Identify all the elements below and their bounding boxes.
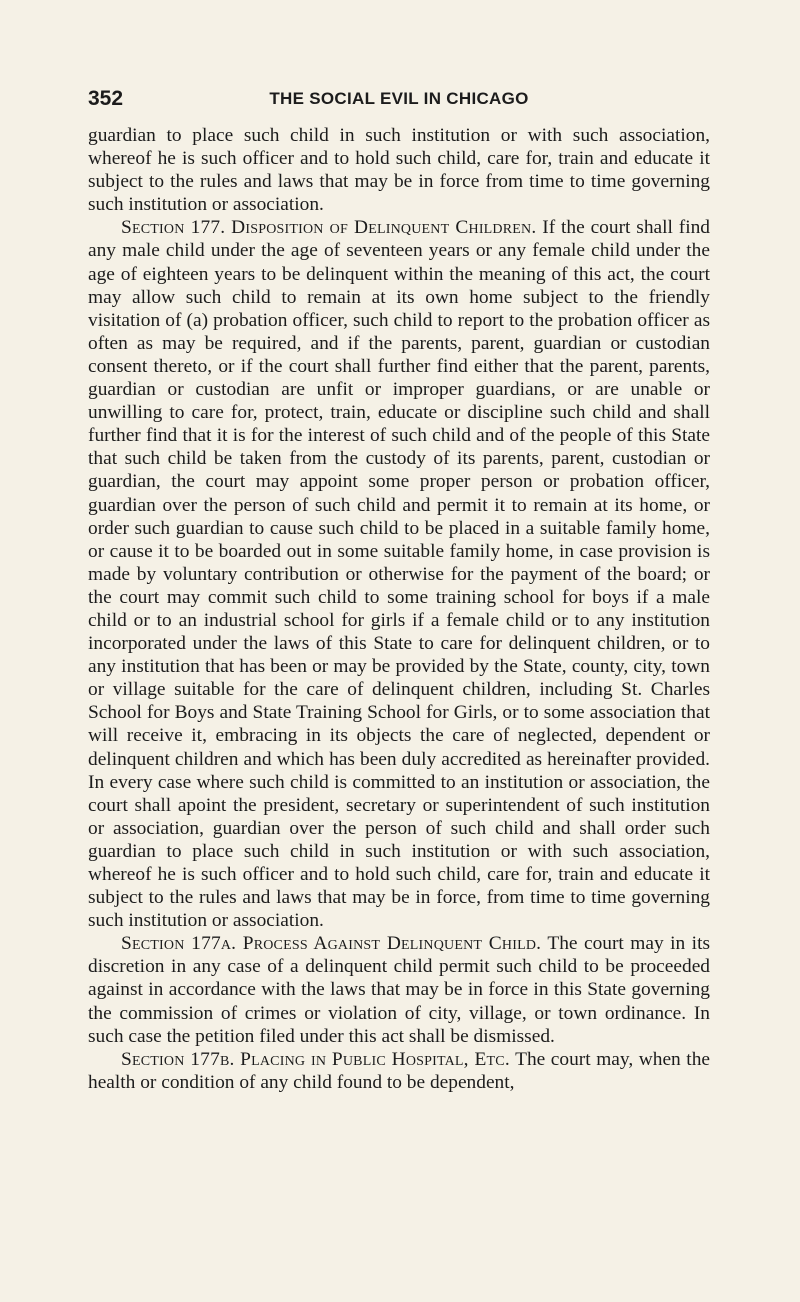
paragraph-text: The court may in its discretion in any case of a delinquent child permit such child to be proceeded against in accordance with the laws that may be in force in this State governing the commission of crimes or violation of city, village, or town ordinance. In such case the petition filed under this act shall be dismissed. [88,933,710,1047]
page-number: 352 [88,87,124,110]
section-heading: Disposition of Delinquent Children. [231,217,537,239]
section-number: Section 177a. [121,933,237,955]
page-header [88,86,710,112]
section-177 [88,216,710,932]
section-number: Section 177. [121,217,226,239]
section-heading: Placing in Public Hospital, Etc. [240,1048,510,1070]
section-heading: Process Against Delinquent Child. [242,933,542,955]
paragraph-text: If the court shall find any male child under the age of seventeen years or any female child under the age of eighteen years to be delinquent within the meaning of this act, the court may allow such child to remain at its own home subject to the friendly visitation of (a) probation officer, such child to report to the probation officer as often as may be required, and if the parents, parent, guardian or custodian consent thereto, or if the court shall further find either that the parent, parents, guardian or custodian are unfit or improper guardians, or are unable or unwilling to care for, protect, train, educate or discipline such child and shall further find that it is for the interest of such child and of the people of this State that such child be taken from the custody of its parents, parent, custodian or guardian, the court may appoint some proper person or probation officer, guardian over the person of such child and permit it to remain at its home, or order such guardian to cause such child to be placed in a suitable family home, or cause it to be boarded out in some suitable family home, in case provision is made by voluntary contribution or otherwise for the payment of the board; or the court may commit such child to some training school for boys if a male child or to an industrial school for girls if a female child or to any institution incorporated under the laws of this State to care for delinquent children, or to any institution that has been or may be provided by the State, county, city, town or village suitable for the care of delinquent children, including St. Charles School for Boys and State Training School for Girls, or to some association that will receive it, embracing in its objects the care of neglected, dependent or delinquent children and which has been duly accredited as hereinafter provided. In every case where such child is committed to an institution or association, the court shall apoint the president, secretary or superintendent of such institution or association, guardian over the person of such child and shall order such guardian to place such child in such institution or with such association, whereof he is such officer and to hold such child, care for, train and educate it subject to the rules and laws that may be in force, from time to time governing such institution or association. [88,217,710,932]
section-number: Section 177b. [121,1048,235,1070]
body-text [88,124,710,1094]
paragraph-text: The court may, when the health or condition of any child found to be dependent, [88,1048,710,1093]
section-177a [88,932,710,1047]
running-head: THE SOCIAL EVIL IN CHICAGO [269,89,529,108]
paragraph-text: guardian to place such child in such institution or with such association, whereof he is such officer and to hold such child, care for, train and educate it subject to the rules and laws that may be in force from time to time governing such institution or association. [88,125,710,216]
paragraph-continued [88,124,710,216]
section-177b [88,1048,710,1094]
